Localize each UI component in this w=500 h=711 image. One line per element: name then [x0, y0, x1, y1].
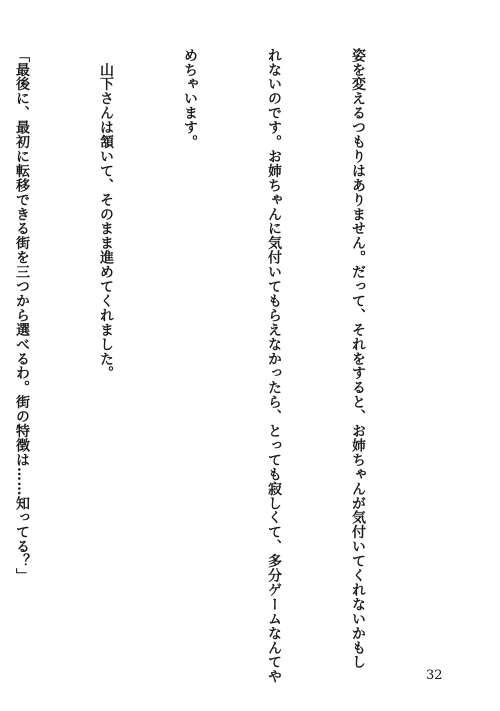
page-number: 32	[426, 668, 443, 683]
text-line: 「最後に、最初に転移できる街を三つから選べるわ。街の特徴は……知ってる？」	[14, 48, 30, 583]
text-line: 姿を変えるつもりはありません。だって、それをすると、お姉ちゃんが気付いてくれないかもし	[350, 48, 366, 670]
body-text	[0, 48, 428, 684]
text-line: れないのです。お姉ちゃんに気付いてもらえなかったら、とっても寂しくて、多分ゲームなんてや	[266, 48, 282, 684]
text-line: 山下さんは頷いて、そのまま進めてくれました。	[98, 48, 114, 381]
text-line: めちゃいます。	[182, 48, 198, 150]
